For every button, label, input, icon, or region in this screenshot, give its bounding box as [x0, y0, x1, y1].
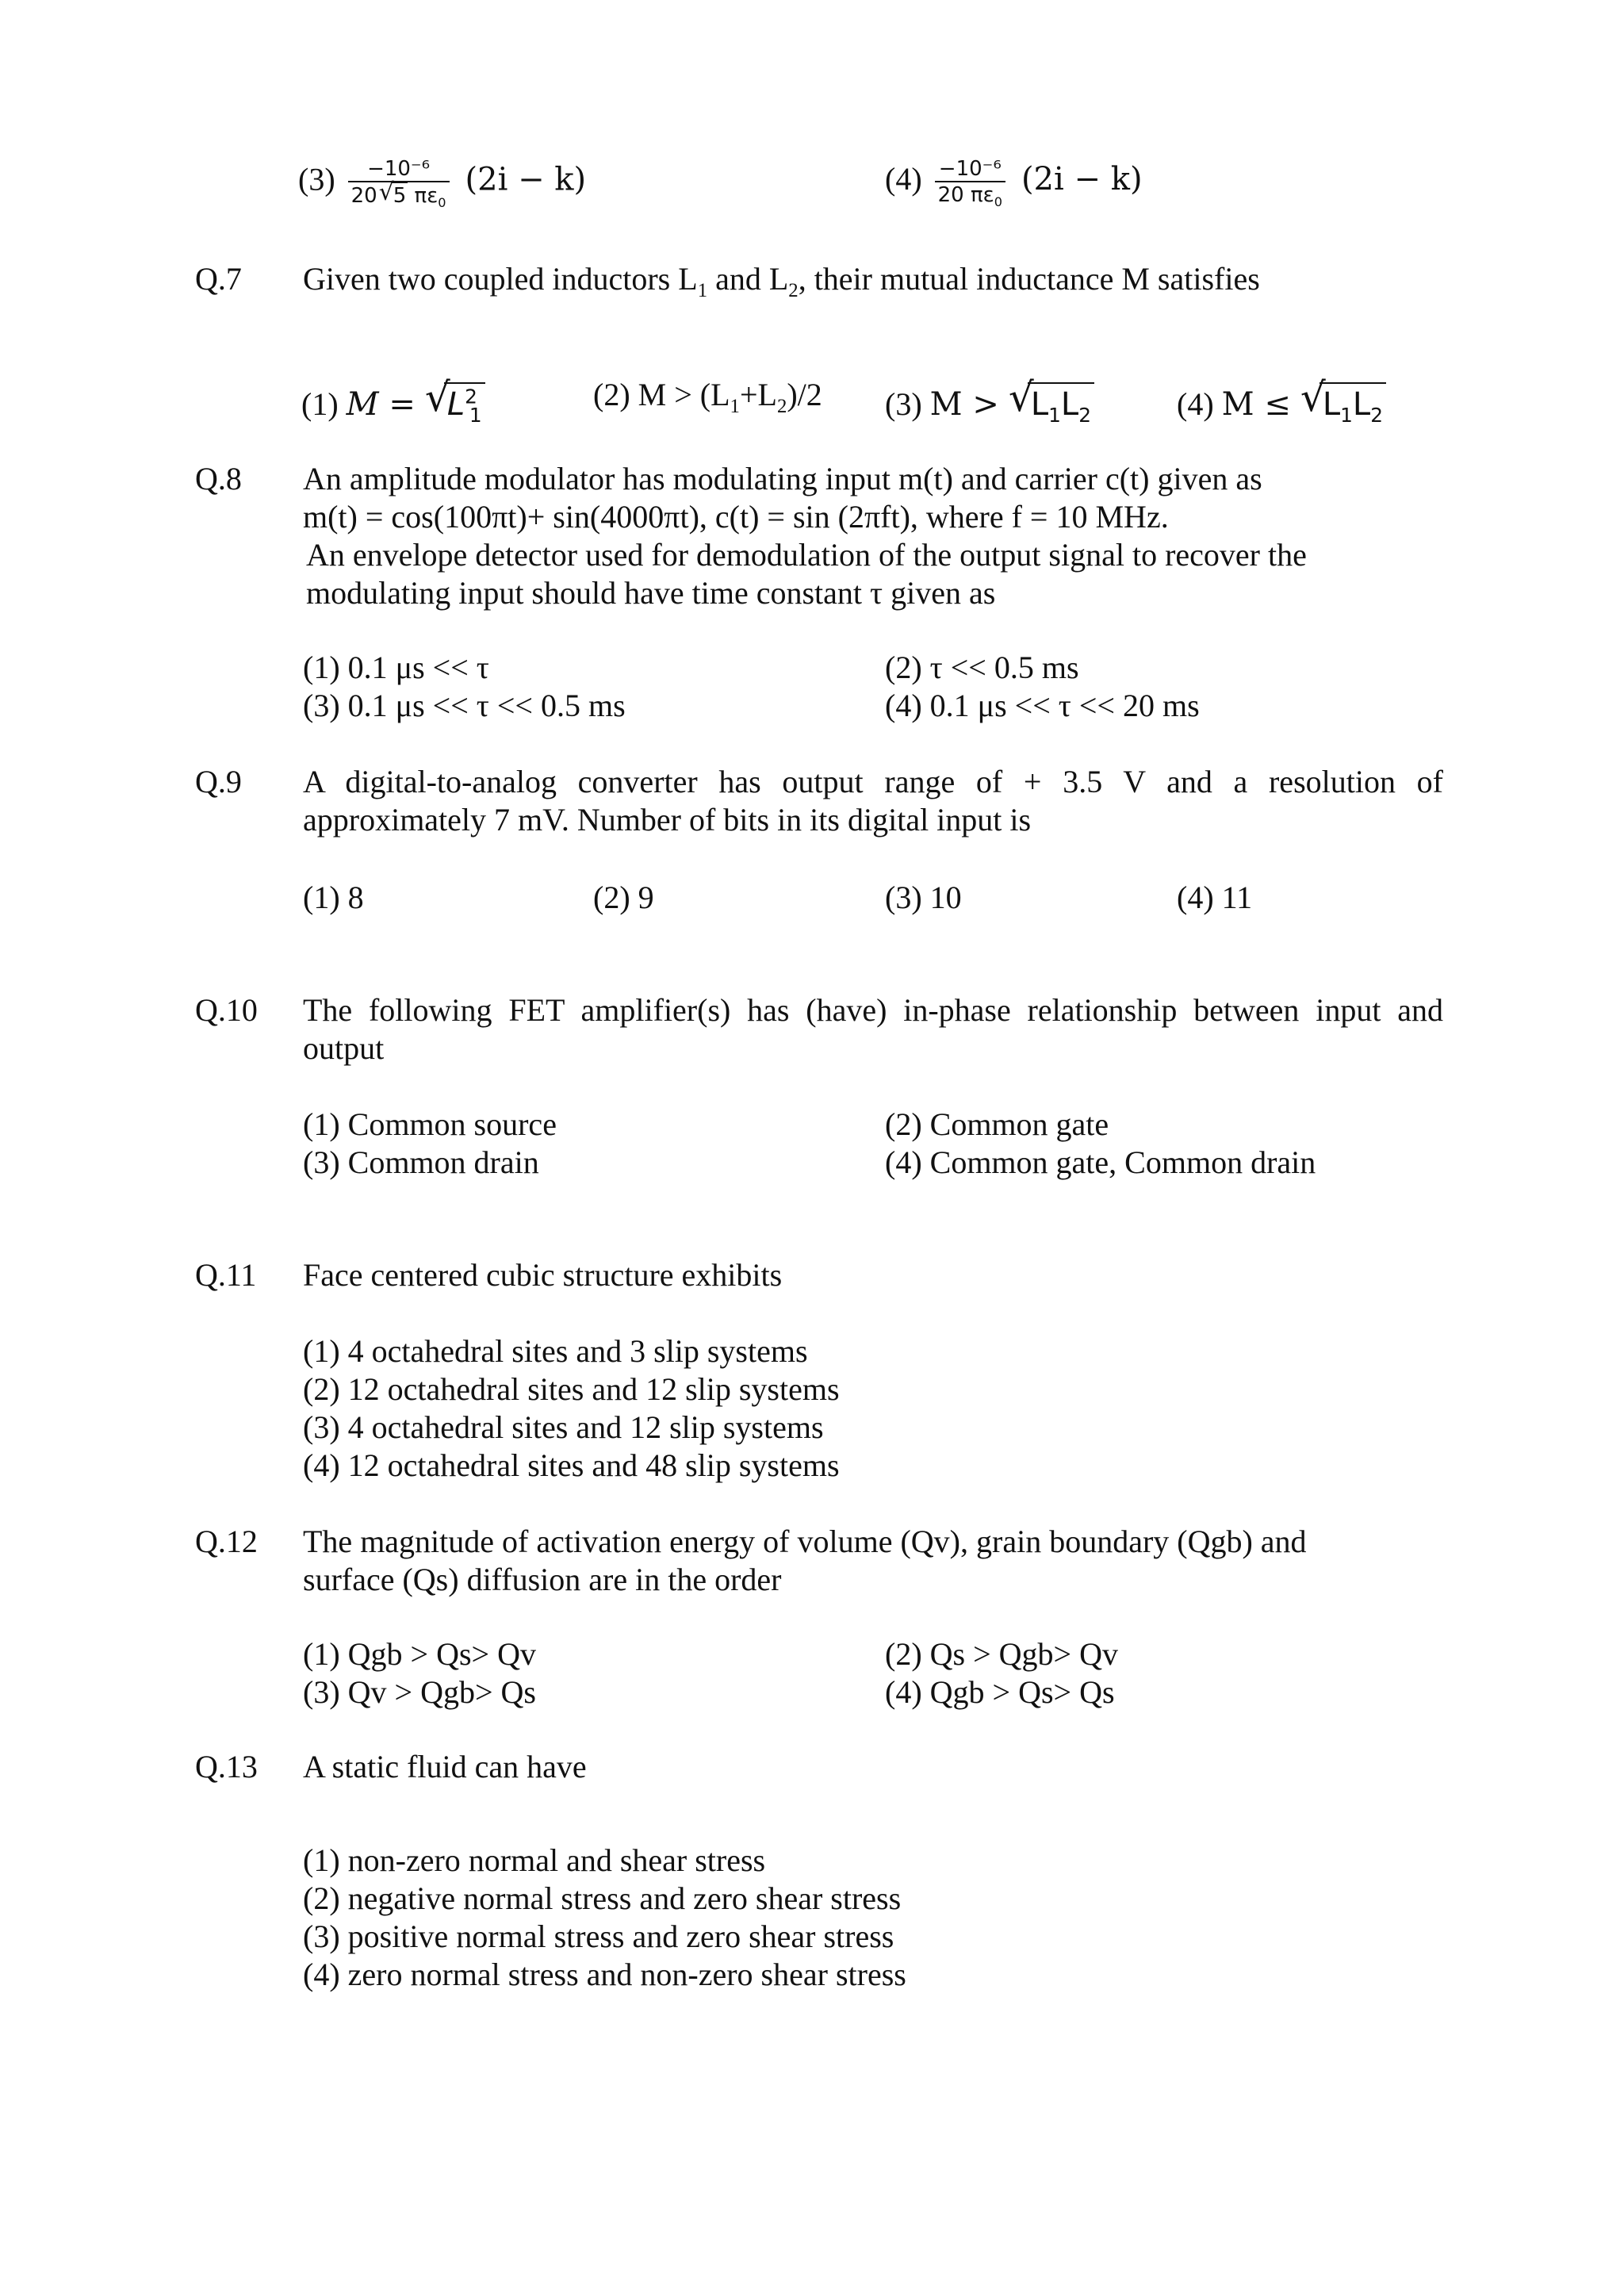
question-8-line-2: m(t) = cos(100πt)+ sin(4000πt), c(t) = sin (2πft), where f = 10 MHz.	[303, 499, 1169, 535]
question-12-option-4: (4) Qgb > Qs> Qs	[885, 1674, 1115, 1710]
question-8-line-4: modulating input should have time constant τ given as	[306, 575, 996, 611]
question-number-12: Q.12	[195, 1524, 258, 1559]
question-8-line-1: An amplitude modulator has modulating input m(t) and carrier c(t) given as	[303, 461, 1262, 496]
question-11-option-1: (1) 4 octahedral sites and 3 slip systems	[303, 1333, 808, 1369]
question-number-9: Q.9	[195, 764, 242, 799]
question-13-option-1: (1) non-zero normal and shear stress	[303, 1842, 766, 1878]
question-10-option-3: (3) Common drain	[303, 1144, 539, 1180]
question-7-option-4: (4) M ≤ √ $L_1L_2$	[1177, 382, 1386, 424]
question-9-option-3: (3) 10	[885, 880, 962, 915]
q6-option-4: (4) $\frac{\text{−10⁻⁶}}{20 \pi\varepsilon_0}$ (2i − k)	[885, 157, 1143, 210]
question-9-text: A digital-to-analog converter has output range of + 3.5 V and a resolution of approximately 7 mV. Number of bits in its digital input is	[303, 764, 1443, 838]
q6-option-3-fraction: −10⁻⁶ 20 √ 5 $\pi\varepsilon_0$	[348, 157, 450, 209]
question-11-option-3: (3) 4 octahedral sites and 12 slip systems	[303, 1409, 824, 1445]
question-number-10: Q.10	[195, 992, 258, 1028]
question-12-option-3: (3) Qv > Qgb> Qs	[303, 1674, 536, 1710]
question-12-line-1: The magnitude of activation energy of volume (Qv), grain boundary (Qgb) and	[303, 1524, 1307, 1559]
question-number-13: Q.13	[195, 1749, 258, 1784]
question-8-option-3: (3) 0.1 μs << τ << 0.5 ms	[303, 688, 626, 723]
question-13-option-4: (4) zero normal stress and non-zero shear stress	[303, 1957, 906, 1992]
question-12-option-1: (1) Qgb > Qs> Qv	[303, 1636, 536, 1672]
question-10-text: The following FET amplifier(s) has (have) in-phase relationship between input and output	[303, 992, 1443, 1066]
question-10-option-4: (4) Common gate, Common drain	[885, 1144, 1316, 1180]
question-number-8: Q.8	[195, 461, 242, 496]
question-7-text: Given two coupled inductors $L_1$ and $L_2$, their mutual inductance M satisfies	[303, 261, 1260, 301]
question-8-option-2: (2) τ << 0.5 ms	[885, 650, 1079, 685]
question-13-text: A static fluid can have	[303, 1749, 587, 1784]
question-number-7: Q.7	[195, 261, 242, 297]
question-8-option-1: (1) 0.1 μs << τ	[303, 650, 489, 685]
question-11-option-4: (4) 12 octahedral sites and 48 slip systems	[303, 1447, 840, 1483]
question-number-11: Q.11	[195, 1257, 257, 1293]
q6-option-3: (3) −10⁻⁶ 20 √ 5 $\pi\varepsilon_0$ (2i − k)	[298, 157, 587, 211]
question-12-line-2: surface (Qs) diffusion are in the order	[303, 1562, 782, 1597]
question-13-option-3: (3) positive normal stress and zero shear stress	[303, 1918, 894, 1954]
question-12-option-2: (2) Qs > Qgb> Qv	[885, 1636, 1118, 1672]
question-7-option-1: (1) M = √ $L^2_1$	[301, 382, 485, 424]
question-10-option-1: (1) Common source	[303, 1106, 557, 1142]
question-10-option-2: (2) Common gate	[885, 1106, 1109, 1142]
question-9-option-2: (2) 9	[593, 880, 654, 915]
question-7-option-2: (2) $M > (L_1+L_2)/2$	[593, 377, 822, 417]
question-8-option-4: (4) 0.1 μs << τ << 20 ms	[885, 688, 1200, 723]
q6-option-4-fraction: $\frac{\text{−10⁻⁶}}{20 \pi\varepsilon_0}$	[935, 157, 1005, 208]
question-9-option-1: (1) 8	[303, 880, 364, 915]
question-11-text: Face centered cubic structure exhibits	[303, 1257, 783, 1293]
question-11-option-2: (2) 12 octahedral sites and 12 slip systems	[303, 1371, 840, 1407]
question-8-line-3: An envelope detector used for demodulation of the output signal to recover the	[306, 537, 1307, 573]
question-13-option-2: (2) negative normal stress and zero shear stress	[303, 1880, 902, 1916]
question-7-option-3: (3) M > √ $L_1L_2$	[885, 382, 1094, 424]
question-9-option-4: (4) 11	[1177, 880, 1253, 915]
